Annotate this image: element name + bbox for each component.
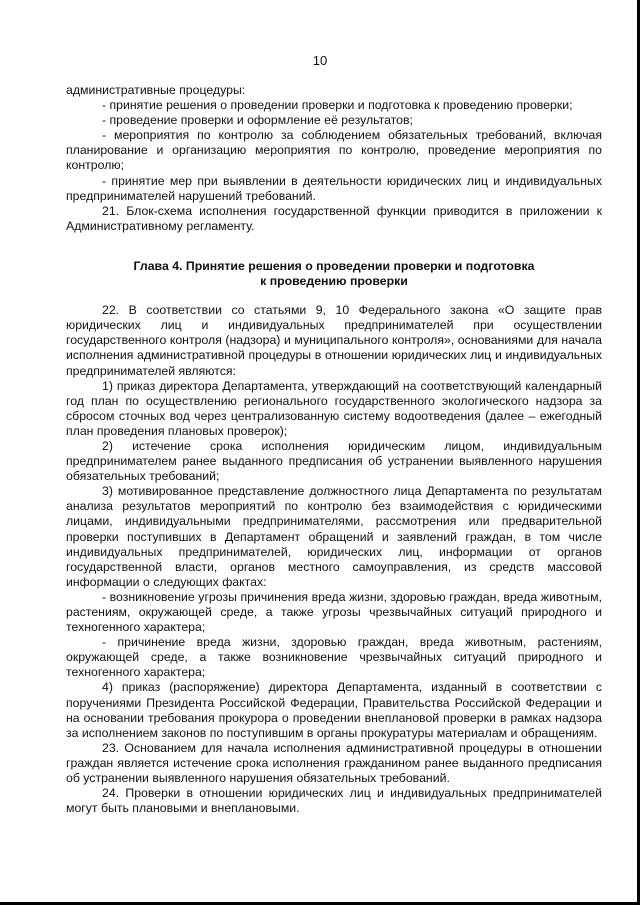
intro-paragraph: 21. Блок-схема исполнения государственной функции приводится в приложении к Административному регламенту. <box>66 203 602 233</box>
page-number: 10 <box>312 53 328 68</box>
intro-paragraph: - мероприятия по контролю за соблюдением обязательных требований, включая планирование и организацию мероприятия по контролю, проведение мероприятия по контролю; <box>66 128 602 173</box>
body-paragraph: 3) мотивированное представление должностного лица Департамента по результатам анализа результатов мероприятий по контролю без взаимодействия с юридическими лицами, индивидуальными предпринимателями, рассмотрения или предварительной проверки поступивших в Департамент обращений и заявлений граждан, в том числе индивидуальных предпринимателей, юридических лиц, информации от органов государственной власти, органов местного самоуправления, из средств массовой информации о следующих фактах: <box>66 484 602 589</box>
body-paragraph: 23. Основанием для начала исполнения административной процедуры в отношении граждан является истечение срока исполнения гражданином ранее выданного предписания об устранении выявленного нарушения обязательных требований. <box>66 740 602 786</box>
intro-paragraph: - проведение проверки и оформление её результатов; <box>102 113 413 128</box>
body-paragraph: 1) приказ директора Департамента, утверждающий на соответствующий календарный год план по осуществлению регионального государственного экологического надзора за сбросом сточных вод через централизованную систему водоотведения (далее – ежегодный план проведения плановых проверок); <box>66 378 602 438</box>
intro-paragraph: - принятие решения о проведении проверки и подготовка к проведению проверки; <box>102 98 573 113</box>
body-paragraph: 24. Проверки в отношении юридических лиц и индивидуальных предпринимателей могут быть плановыми и внеплановыми. <box>66 786 602 816</box>
chapter-title <box>66 259 602 289</box>
body-paragraph: - возникновение угрозы причинения вреда жизни, здоровью граждан, вреда животным, растениям, окружающей среде, а также угрозы чрезвычайных ситуаций природного и техногенного характера; <box>66 589 602 635</box>
intro-paragraph: административные процедуры: <box>66 83 246 97</box>
body-paragraph: 4) приказ (распоряжение) директора Департамента, изданный в соответствии с поручениями Президента Российской Федерации, Правительства Российской Федерации и на основании требования прокурора о проведении внеплановой проверки в рамках надзора за исполнением законов по поступившим в органы прокуратуры материалам и обращениям. <box>66 680 602 740</box>
chapter-title-line: Глава 4. Принятие решения о проведении проверки и подготовка <box>133 258 535 273</box>
body-paragraph: 22. В соответствии со статьями 9, 10 Федерального закона «О защите прав юридических лиц и индивидуальных предпринимателей при осуществлении государственного контроля (надзора) и муниципального контроля», основаниями для начала исполнения административной процедуры в отношении юридических лиц и индивидуальных предпринимателей являются: <box>66 303 602 378</box>
intro-paragraph: - принятие мер при выявлении в деятельности юридических лиц и индивидуальных предпринимателей нарушений требований. <box>66 173 602 203</box>
body-paragraph: - причинение вреда жизни, здоровью граждан, вреда животным, растениям, окружающей среде, а также возникновение чрезвычайных ситуаций природного и техногенного характера; <box>66 635 602 680</box>
document-body <box>66 83 602 816</box>
body-paragraph: 2) истечение срока исполнения юридическим лицом, индивидуальным предпринимателем ранее выданного предписания об устранении выявленного нарушения обязательных требований; <box>66 438 602 484</box>
chapter-title-line: к проведению проверки <box>260 274 408 289</box>
